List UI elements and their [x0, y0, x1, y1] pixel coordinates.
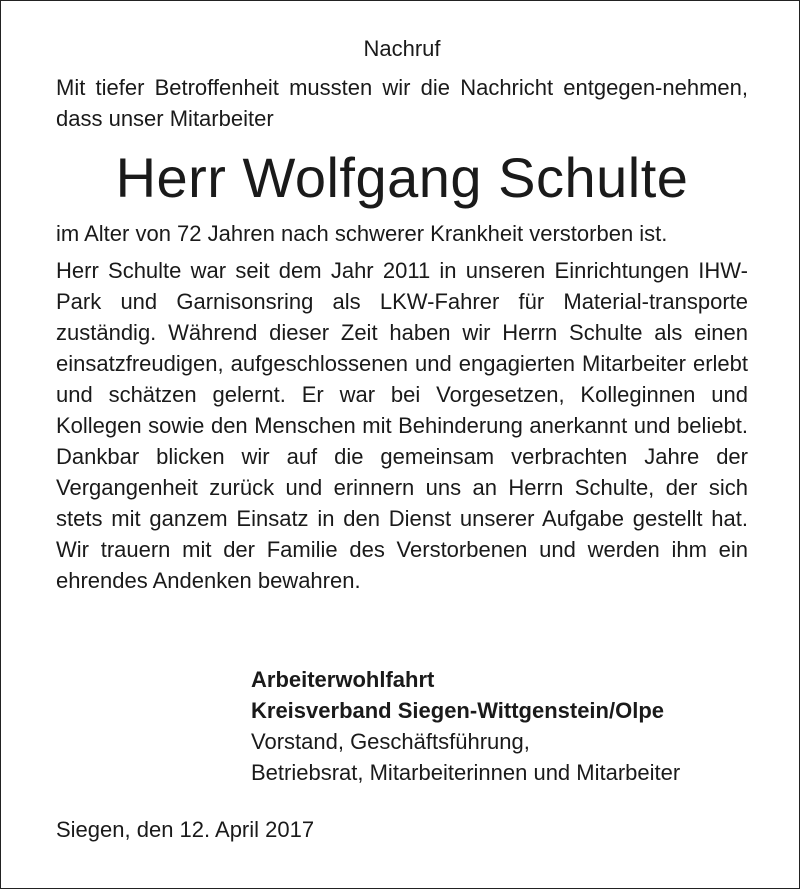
signature-block [251, 664, 680, 788]
signature-org: Arbeiterwohlfahrt [251, 667, 435, 692]
deceased-name: Herr Wolfgang Schulte [115, 146, 689, 209]
body-text: Herr Schulte war seit dem Jahr 2011 in unseren Einrichtungen IHW-Park und Garnisonsring als LKW-Fahrer für Material-transporte zuständig. Während dieser Zeit haben wir Herrn Schulte als einen einsatzfreudigen, aufgeschlossenen und engagierten Mitarbeiter erlebt und schätzen gelernt. Er war bei Vorgesetzen, Kolleginnen und Kollegen sowie den Menschen mit Behinderung anerkannt und beliebt. Dankbar blicken wir auf die gemeinsam verbrachten Jahre der Vergangenheit zurück und erinnern uns an Herrn Schulte, der sich stets mit ganzem Einsatz in den Dienst unserer Aufgabe gestellt hat. Wir trauern mit der Familie des Verstorbenen und werden ihm ein ehrendes Andenken bewahren. [56, 258, 748, 593]
place-date: Siegen, den 12. April 2017 [56, 817, 315, 842]
signature-line-2: Betriebsrat, Mitarbeiterinnen und Mitarbeiter [251, 760, 681, 785]
signature-branch: Kreisverband Siegen-Wittgenstein/Olpe [251, 698, 664, 723]
obituary-notice [56, 34, 748, 596]
signature-line-1: Vorstand, Geschäftsführung, [251, 729, 530, 754]
notice-heading: Nachruf [363, 36, 441, 61]
age-line: im Alter von 72 Jahren nach schwerer Krankheit verstorben ist. [56, 221, 668, 246]
intro-text: Mit tiefer Betroffenheit mussten wir die Nachricht entgegen-nehmen, dass unser Mitarbeiter [56, 75, 748, 131]
